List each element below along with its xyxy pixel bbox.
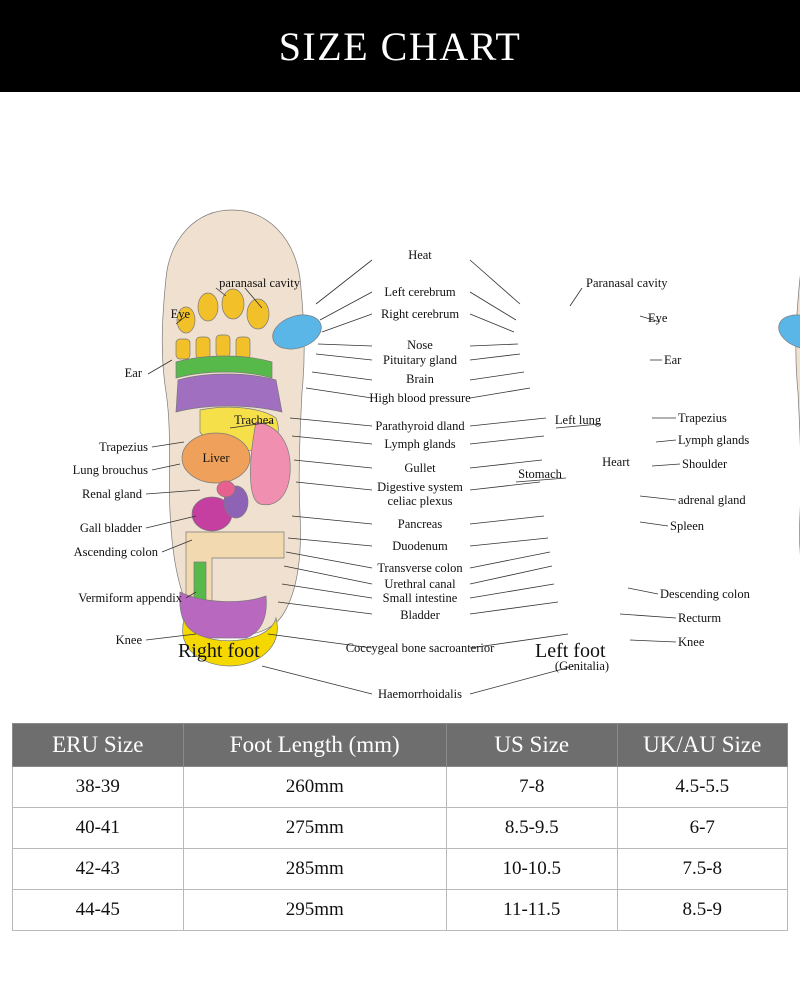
label-digestive-system: Digestive system	[377, 480, 463, 494]
table-row	[13, 890, 788, 931]
label-coccygeal-bone: Coccygeal bone sacroanterior	[345, 641, 495, 655]
label-left-lung: Left lung	[554, 413, 602, 427]
table-row	[13, 808, 788, 849]
right-ear-zone-b	[236, 337, 250, 359]
label-recturm: Recturm	[678, 611, 722, 625]
right-toe-3	[222, 289, 244, 319]
label-pituitary-gland: Pituitary gland	[383, 353, 457, 367]
label-lymph-glands-center: Lymph glands	[384, 437, 456, 451]
label-liver: Liver	[202, 451, 230, 465]
column-header-uk-au-size: UK/AU Size	[617, 724, 788, 767]
right-eye-zone-a	[176, 339, 190, 359]
right-foot-caption: Right foot	[178, 640, 260, 662]
right-shoulder-band	[176, 374, 282, 412]
center-label-column	[346, 248, 495, 701]
cell-uk-au-size: 7.5-8	[617, 849, 788, 890]
label-paranasal-cavity-left: paranasal cavity	[219, 276, 300, 290]
label-trachea: Trachea	[234, 413, 274, 427]
label-gullet: Gullet	[404, 461, 436, 475]
foot-reflexology-svg	[0, 92, 800, 710]
label-ear-right: Ear	[664, 353, 682, 367]
label-knee-left: Knee	[115, 633, 142, 647]
label-parathyroid-dland: Parathyroid dland	[375, 419, 465, 433]
cell-foot-length: 275mm	[183, 808, 447, 849]
label-genitalia: (Genitalia)	[554, 659, 610, 673]
reflexology-diagram	[0, 92, 800, 710]
cell-us-size: 11-11.5	[447, 890, 618, 931]
label-heat: Heat	[408, 248, 432, 262]
label-trapezius-left: Trapezius	[99, 440, 148, 454]
label-descending-colon: Descending colon	[660, 587, 750, 601]
table-row	[13, 849, 788, 890]
cell-uk-au-size: 6-7	[617, 808, 788, 849]
label-lymph-glands-right: Lymph glands	[678, 433, 750, 447]
label-small-intestine: Small intestine	[382, 591, 458, 605]
label-brain: Brain	[406, 372, 434, 386]
label-haemorrhoidalis: Haemorrhoidalis	[377, 687, 463, 701]
label-renal-gland: Renal gland	[81, 487, 142, 501]
label-celiac-plexus: celiac plexus	[387, 494, 453, 508]
cell-foot-length: 285mm	[183, 849, 447, 890]
cell-uk-au-size: 4.5-5.5	[617, 767, 788, 808]
label-nose: Nose	[407, 338, 433, 352]
label-lung-brouchus: Lung brouchus	[72, 463, 148, 477]
label-ascending-colon: Ascending colon	[73, 545, 158, 559]
cell-uk-au-size: 8.5-9	[617, 890, 788, 931]
right-ear-zone-a	[216, 335, 230, 357]
cell-eru-size: 40-41	[13, 808, 184, 849]
label-paranasal-cavity-right: Paranasal cavity	[586, 276, 668, 290]
left-foot-caption: Left foot	[535, 640, 606, 662]
cell-us-size: 8.5-9.5	[447, 808, 618, 849]
label-shoulder: Shoulder	[682, 457, 728, 471]
left-foot-outline	[796, 210, 800, 635]
right-toe-4	[198, 293, 218, 321]
table-header-row	[13, 724, 788, 767]
cell-us-size: 10-10.5	[447, 849, 618, 890]
cell-us-size: 7-8	[447, 767, 618, 808]
label-gall-bladder: Gall bladder	[79, 521, 142, 535]
label-urethral-canal: Urethral canal	[384, 577, 456, 591]
label-adrenal-gland: adrenal gland	[678, 493, 746, 507]
cell-foot-length: 260mm	[183, 767, 447, 808]
size-table-body	[13, 767, 788, 931]
label-vermiform-appendix: Vermiform appendix	[78, 591, 182, 605]
cell-eru-size: 38-39	[13, 767, 184, 808]
label-bladder: Bladder	[400, 608, 440, 622]
column-header-eru-size: ERU Size	[13, 724, 184, 767]
left-foot-graphic	[774, 210, 800, 666]
label-stomach: Stomach	[518, 467, 562, 481]
size-table	[12, 723, 788, 931]
cell-eru-size: 44-45	[13, 890, 184, 931]
header-banner	[0, 0, 800, 92]
size-table-head	[13, 724, 788, 767]
table-row	[13, 767, 788, 808]
label-right-cerebrum: Right cerebrum	[380, 307, 460, 321]
label-knee-right: Knee	[678, 635, 705, 649]
label-eye-left: Eye	[170, 307, 190, 321]
label-high-blood-pressure: High blood pressure	[369, 391, 471, 405]
size-table-container	[12, 723, 788, 931]
label-trapezius-right: Trapezius	[678, 411, 727, 425]
right-renal-zone	[217, 481, 235, 497]
label-transverse-colon: Transverse colon	[377, 561, 463, 575]
label-spleen: Spleen	[670, 519, 705, 533]
cell-eru-size: 42-43	[13, 849, 184, 890]
label-heart: Heart	[602, 455, 630, 469]
cell-foot-length: 295mm	[183, 890, 447, 931]
label-ear-left: Ear	[124, 366, 142, 380]
label-duodenum: Duodenum	[392, 539, 448, 553]
page-title: SIZE CHART	[278, 23, 522, 69]
right-eye-zone-b	[196, 337, 210, 359]
label-pancreas: Pancreas	[397, 517, 443, 531]
column-header-us-size: US Size	[447, 724, 618, 767]
column-header-foot-length: Foot Length (mm)	[183, 724, 447, 767]
label-left-cerebrum: Left cerebrum	[384, 285, 456, 299]
label-eye-right: Eye	[648, 311, 668, 325]
